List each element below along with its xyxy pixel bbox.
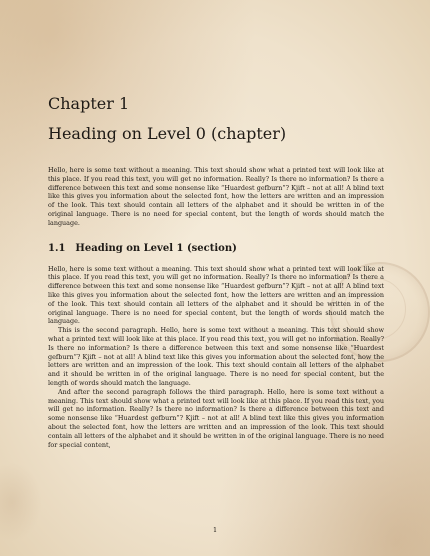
section-paragraph-2: This is the second paragraph. Hello, here is some text without a meaning. This text should show what a printed text will look like at this place. If you read this text, you will get no information. Really? Is there no information? Is there a difference between this text and some nonsense like “Huardest gefburn”? Kjift – not at all! A blind text like this gives you information about the selected font, how the letters are written and an impression of the look. This text should contain all letters of the alphabet and it should be written in of the original language. There is no need for special content, but the length of words should match the language.	[48, 326, 384, 387]
section-title: Heading on Level 1 (section)	[75, 242, 237, 254]
section-number: 1.1	[48, 242, 66, 254]
chapter-number-label: Chapter 1	[48, 94, 130, 113]
section-paragraph-1: Hello, here is some text without a meaning. This text should show what a printed text will look like at this place. If you read this text, you will get no information. Really? Is there no information? Is there a difference between this text and some nonsense like “Huardest gefburn”? Kjift – not at all! A blind text like this gives you information about the selected font, how the letters are written and an impression of the look. This text should contain all letters of the alphabet and it should be written in of the original language. There is no need for special content, but the length of words should match the language.	[48, 264, 384, 326]
page-number: 1	[212, 526, 218, 534]
section-heading	[48, 243, 384, 255]
chapter-title: Heading on Level 0 (chapter)	[48, 124, 287, 143]
page-content	[48, 94, 384, 449]
section-paragraph-3: And after the second paragraph follows the third paragraph. Hello, here is some text without a meaning. This text should show what a printed text will look like at this place. If you read this text, you will get no information. Really? Is there no information? Is there a difference between this text and some nonsense like “Huardest gefburn”? Kjift – not at all! A blind text like this gives you information about the selected font, how the letters are written and an impression of the look. This text should contain all letters of the alphabet and it should be written in of the original language. There is no need for special content,	[48, 387, 384, 449]
intro-paragraph: Hello, here is some text without a meaning. This text should show what a printed text will look like at this place. If you read this text, you will get no information. Really? Is there no information? Is there a difference between this text and some nonsense like “Huardest gefburn”? Kjift – not at all! A blind text like this gives you information about the selected font, how the letters are written and an impression of the look. This text should contain all letters of the alphabet and it should be written in of the original language. There is no need for special content, but the length of words should match the language.	[48, 166, 384, 227]
